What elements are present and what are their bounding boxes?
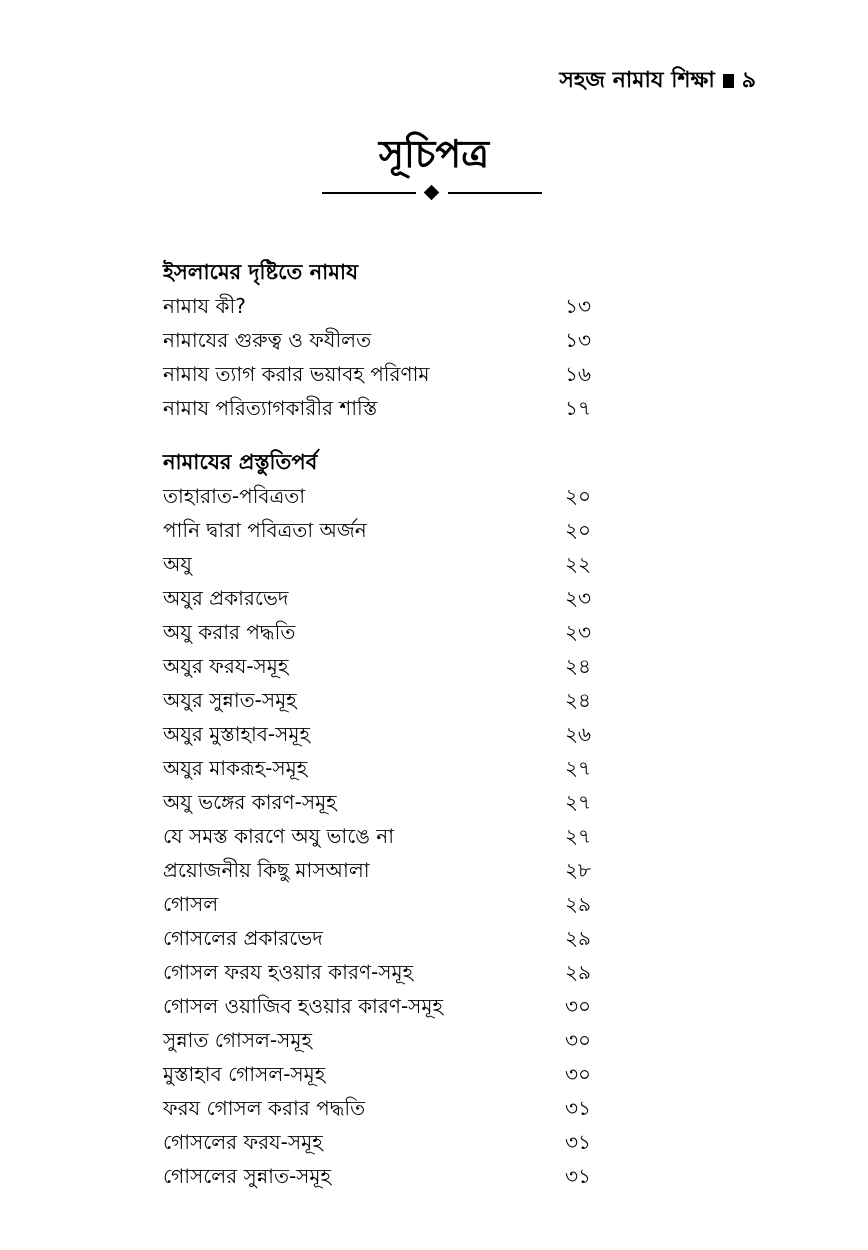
entry-page-number: ২৯ (565, 960, 591, 984)
entry-title: তাহারাত-পবিত্রতা (163, 484, 306, 508)
entry-title: গোসলের প্রকারভেদ (163, 926, 323, 950)
entry-page-number: ২৯ (565, 926, 591, 950)
entry-title: নামায ত্যাগ করার ভয়াবহ পরিণাম (163, 362, 430, 386)
entry-title: অযু (163, 552, 192, 576)
entry-page-number: ২২ (565, 552, 592, 576)
entry-page-number: ২৩ (565, 586, 592, 610)
entry-title: পানি দ্বারা পবিত্রতা অর্জন (163, 518, 367, 542)
ornament-line-left (322, 192, 416, 194)
toc-entry (163, 921, 595, 955)
entry-title: নামাযের গুরুত্ব ও ফযীলত (163, 328, 372, 352)
entry-title: অযুর ফরয-সমূহ (163, 654, 289, 678)
entry-title: মুস্তাহাব গোসল-সমূহ (163, 1062, 326, 1086)
entry-page-number: ২০ (565, 518, 592, 542)
entry-page-number: ২৩ (565, 620, 592, 644)
toc-entry (163, 785, 595, 819)
table-of-contents (163, 255, 595, 1213)
entry-page-number: ৩০ (565, 1062, 592, 1086)
title-ornament (322, 183, 542, 203)
entry-title: গোসলের ফরয-সমূহ (163, 1130, 323, 1154)
toc-entry (163, 989, 595, 1023)
entry-page-number: ২৪ (565, 654, 591, 678)
toc-entry (163, 513, 595, 547)
entry-title: অযুর মুস্তাহাব-সমূহ (163, 722, 310, 746)
entry-title: অযুর মাকরূহ-সমূহ (163, 756, 308, 780)
entry-title: গোসল ফরয হওয়ার কারণ-সমূহ (163, 960, 414, 984)
entry-title: সুন্নাত গোসল-সমূহ (163, 1028, 312, 1052)
toc-entry (163, 717, 595, 751)
toc-entry (163, 581, 595, 615)
entry-page-number: ১৩ (565, 328, 591, 352)
entry-page-number: ১৩ (565, 294, 591, 318)
entry-page-number: ২৯ (565, 892, 591, 916)
toc-entry (163, 1057, 595, 1091)
entry-title: গোসল ওয়াজিব হওয়ার কারণ-সমূহ (163, 994, 443, 1018)
entry-page-number: ৩১ (565, 1096, 591, 1120)
toc-entry (163, 1091, 595, 1125)
toc-entry (163, 955, 595, 989)
book-title: সহজ নামায শিক্ষা (559, 68, 715, 93)
entry-title: নামায পরিত্যাগকারীর শাস্তি (163, 396, 378, 420)
section-heading: নামাযের প্রস্তুতিপর্ব (163, 450, 318, 474)
entry-page-number: ২৮ (565, 858, 591, 882)
toc-section (163, 255, 595, 425)
entry-title: প্রয়োজনীয় কিছু মাসআলা (163, 858, 370, 882)
entry-title: গোসল (163, 892, 219, 916)
entry-title: নামায কী? (163, 294, 246, 318)
toc-entry (163, 547, 595, 581)
entry-page-number: ২৬ (565, 722, 592, 746)
entry-page-number: ৩০ (565, 994, 592, 1018)
toc-entry (163, 1125, 595, 1159)
toc-entry (163, 479, 595, 513)
entry-page-number: ১৬ (565, 362, 591, 386)
page-number: ৯ (741, 68, 756, 93)
toc-entry (163, 649, 595, 683)
entry-page-number: ৩১ (565, 1164, 591, 1188)
toc-section (163, 445, 595, 1193)
entry-title: যে সমস্ত কারণে অযু ভাঙে না (163, 824, 395, 848)
entry-page-number: ২৭ (565, 790, 592, 814)
toc-entry (163, 887, 595, 921)
running-header (559, 66, 756, 96)
entry-page-number: ২৭ (565, 824, 592, 848)
toc-entry (163, 391, 595, 425)
diamond-icon (424, 185, 440, 201)
ornament-line-right (448, 192, 542, 194)
entry-title: অযুর প্রকারভেদ (163, 586, 289, 610)
toc-entry (163, 683, 595, 717)
entry-title: অযু করার পদ্ধতি (163, 620, 296, 644)
toc-entry (163, 357, 595, 391)
square-separator-icon (723, 74, 734, 88)
entry-page-number: ৩১ (565, 1130, 591, 1154)
toc-entry (163, 751, 595, 785)
entry-page-number: ৩০ (565, 1028, 592, 1052)
entry-page-number: ২৪ (565, 688, 591, 712)
toc-entry (163, 323, 595, 357)
toc-entry (163, 853, 595, 887)
toc-entry (163, 1023, 595, 1057)
toc-entry (163, 289, 595, 323)
entry-page-number: ২৭ (565, 756, 592, 780)
toc-entry (163, 615, 595, 649)
entry-title: অযু ভঙ্গের কারণ-সমূহ (163, 790, 337, 814)
entry-page-number: ১৭ (565, 396, 591, 420)
entry-title: অযুর সুন্নাত-সমূহ (163, 688, 297, 712)
section-heading: ইসলামের দৃষ্টিতে নামায (163, 260, 359, 284)
toc-entry (163, 819, 595, 853)
toc-entry (163, 1159, 595, 1193)
entry-title: গোসলের সুন্নাত-সমূহ (163, 1164, 332, 1188)
entry-title: ফরয গোসল করার পদ্ধতি (163, 1096, 366, 1120)
entry-page-number: ২০ (565, 484, 592, 508)
page-title: সূচিপত্র (378, 132, 490, 176)
